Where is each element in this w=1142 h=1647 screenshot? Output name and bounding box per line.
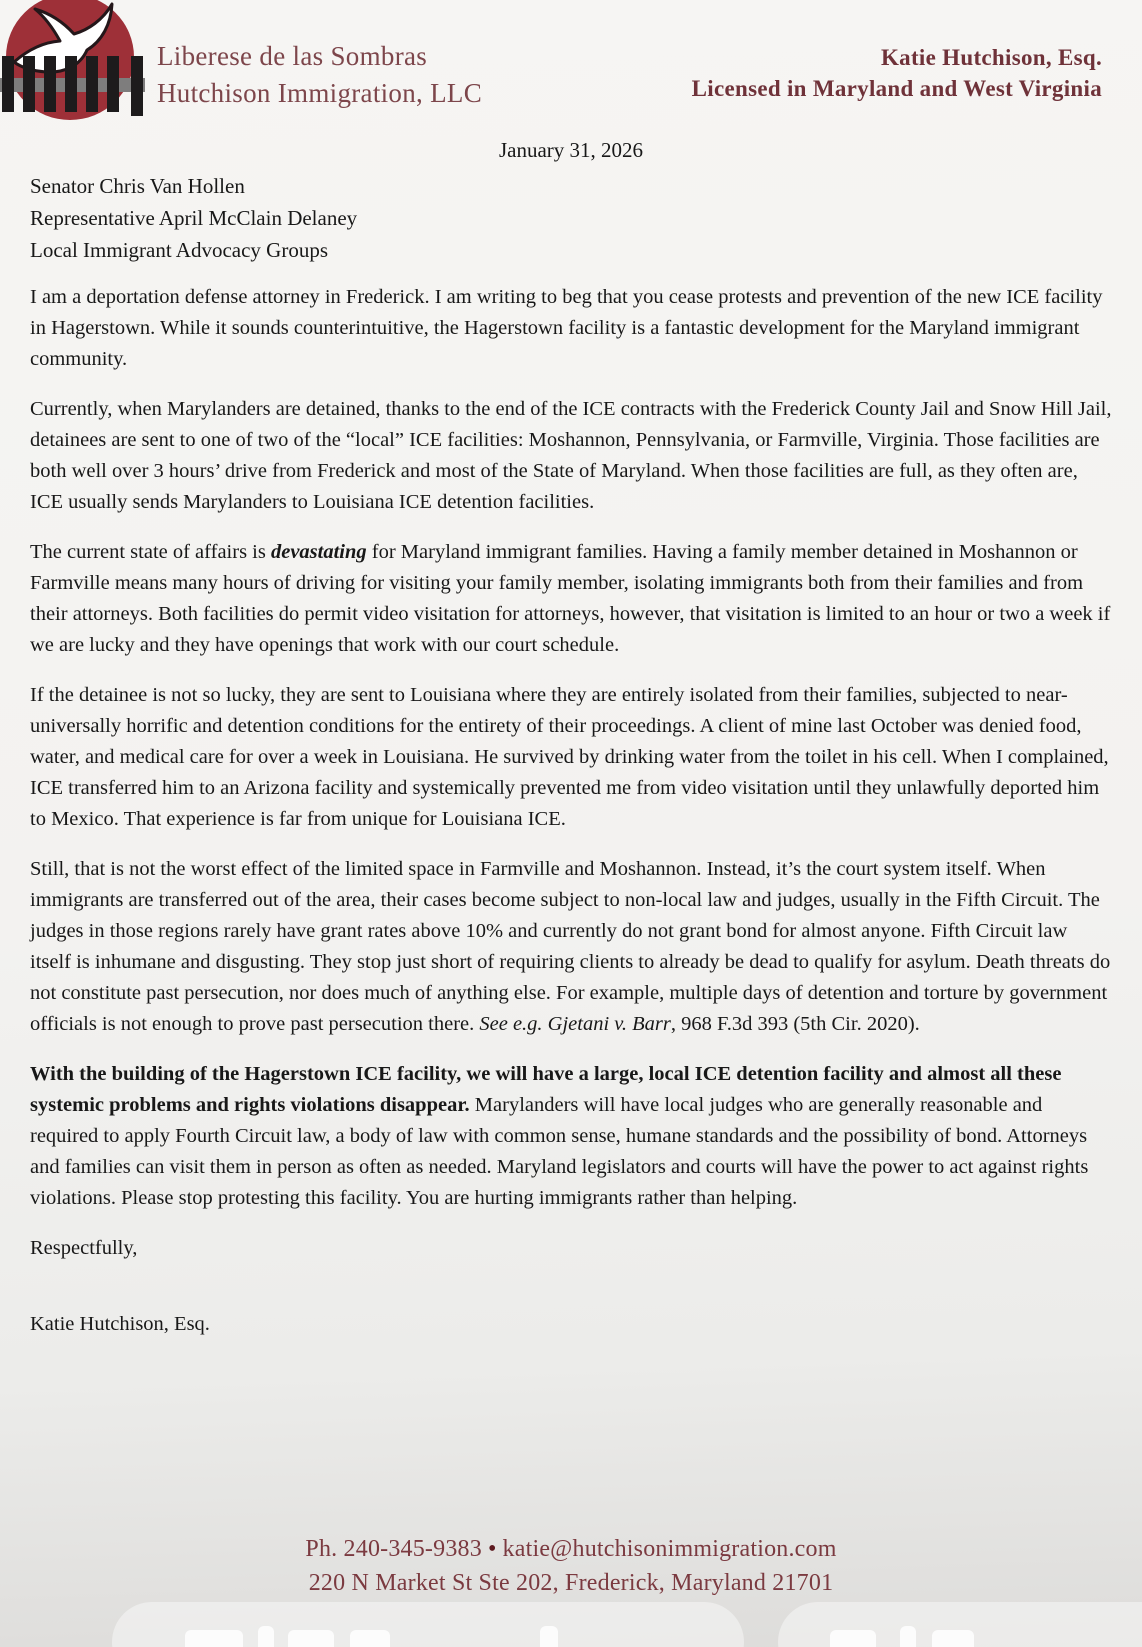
firm-name-line1: Liberese de las Sombras [157,41,428,71]
signature-name: Katie Hutchison, Esq. [30,1313,210,1335]
partial-text-glyphs [0,1630,1142,1647]
footer-phone: Ph. 240-345-9383 [305,1536,482,1562]
letter-date: January 31, 2026 [498,138,644,162]
attorney-info-block [692,42,1102,104]
paragraph: The current state of affairs is devastating for Maryland immigrant families. Having a family member detained in Moshannon or Farmville means many hours of driving for visiting your family member, isolating immigrants both from their families and from their attorneys. Both facilities do permit video visitation for attorneys, however, that visitation is limited to an hour or two a week if we are lucky and they have openings that work with our court schedule. [30,541,1111,656]
firm-logo [0,0,150,124]
paragraph: If the detainee is not so lucky, they are sent to Louisiana where they are entirely isolated from their families, subjected to near-universally horrific and detention conditions for the entirety of their proceedings. A client of mine last October was denied food, water, and medical care for over a week in Louisiana. He survived by drinking water from the toilet in his cell. When I complained, ICE transferred him to an Arizona facility and systemically prevented me from video visitation until they unlawfully deported him to Mexico. That experience is far from unique for Louisiana ICE. [30,684,1109,830]
footer-contact-line [0,1532,1142,1566]
paragraph: With the building of the Hagerstown ICE facility, we will have a large, local ICE detention facility and almost all these systemic problems and rights violations disappear. Marylanders will have local judges who are generally reasonable and required to apply Fourth Circuit law, a body of law with common sense, humane standards and the possibility of bond. Attorneys and families can visit them in person as often as needed. Maryland legislators and courts will have the power to act against rights violations. Please stop protesting this facility. You are hurting immigrants rather than helping. [30,1063,1089,1209]
cutoff-banner [0,1594,1142,1647]
recipient-line: Senator Chris Van Hollen [30,174,245,198]
paragraph: Currently, when Marylanders are detained, thanks to the end of the ICE contracts with the Frederick County Jail and Snow Hill Jail, detainees are sent to one of two of the “local” ICE facilities: Moshannon, Pennsylvania, or Farmville, Virginia. Those facilities are both well over 3 hours’ drive from Frederick and most of the State of Maryland. When those facilities are full, as they often are, ICE usually sends Marylanders to Louisiana ICE detention facilities. [30,398,1112,513]
recipient-line: Representative April McClain Delaney [30,206,358,230]
attorney-license: Licensed in Maryland and West Virginia [691,76,1102,101]
firm-name-block [157,38,482,112]
bullet-separator-icon: • [487,1536,497,1562]
footer-address-line: 220 N Market St Ste 202, Frederick, Maryland 21701 [308,1570,834,1596]
letter-body [30,282,1112,1340]
firm-name-line2: Hutchison Immigration, LLC [157,78,483,108]
footer-email: katie@hutchisonimmigration.com [502,1536,837,1562]
fence-icon [0,56,150,118]
recipient-line: Local Immigrant Advocacy Groups [30,238,328,262]
paragraph: I am a deportation defense attorney in Frederick. I am writing to beg that you cease protests and prevention of the new ICE facility in Hagerstown. While it sounds counterintuitive, the Hagerstown facility is a fantastic development for the Maryland immigrant community. [30,286,1103,370]
paragraph: Still, that is not the worst effect of the limited space in Farmville and Moshannon. Instead, it’s the court system itself. When immigrants are transferred out of the area, their cases become subject to non-local law and judges, usually in the Fifth Circuit. The judges in those regions rarely have grant rates above 10% and currently do not grant bond for almost anyone. Fifth Circuit law itself is inhumane and disgusting. They stop just short of requiring clients to already be dead to qualify for asylum. Death threats do not constitute past persecution, nor does much of anything else. For example, multiple days of detention and torture by government officials is not enough to prove past persecution there. See e.g. Gjetani v. Barr, 968 F.3d 393 (5th Cir. 2020). [30,858,1111,1035]
letter-footer [0,1532,1142,1600]
valediction: Respectfully, [30,1237,138,1259]
attorney-name: Katie Hutchison, Esq. [880,45,1102,70]
recipient-block [30,170,357,266]
